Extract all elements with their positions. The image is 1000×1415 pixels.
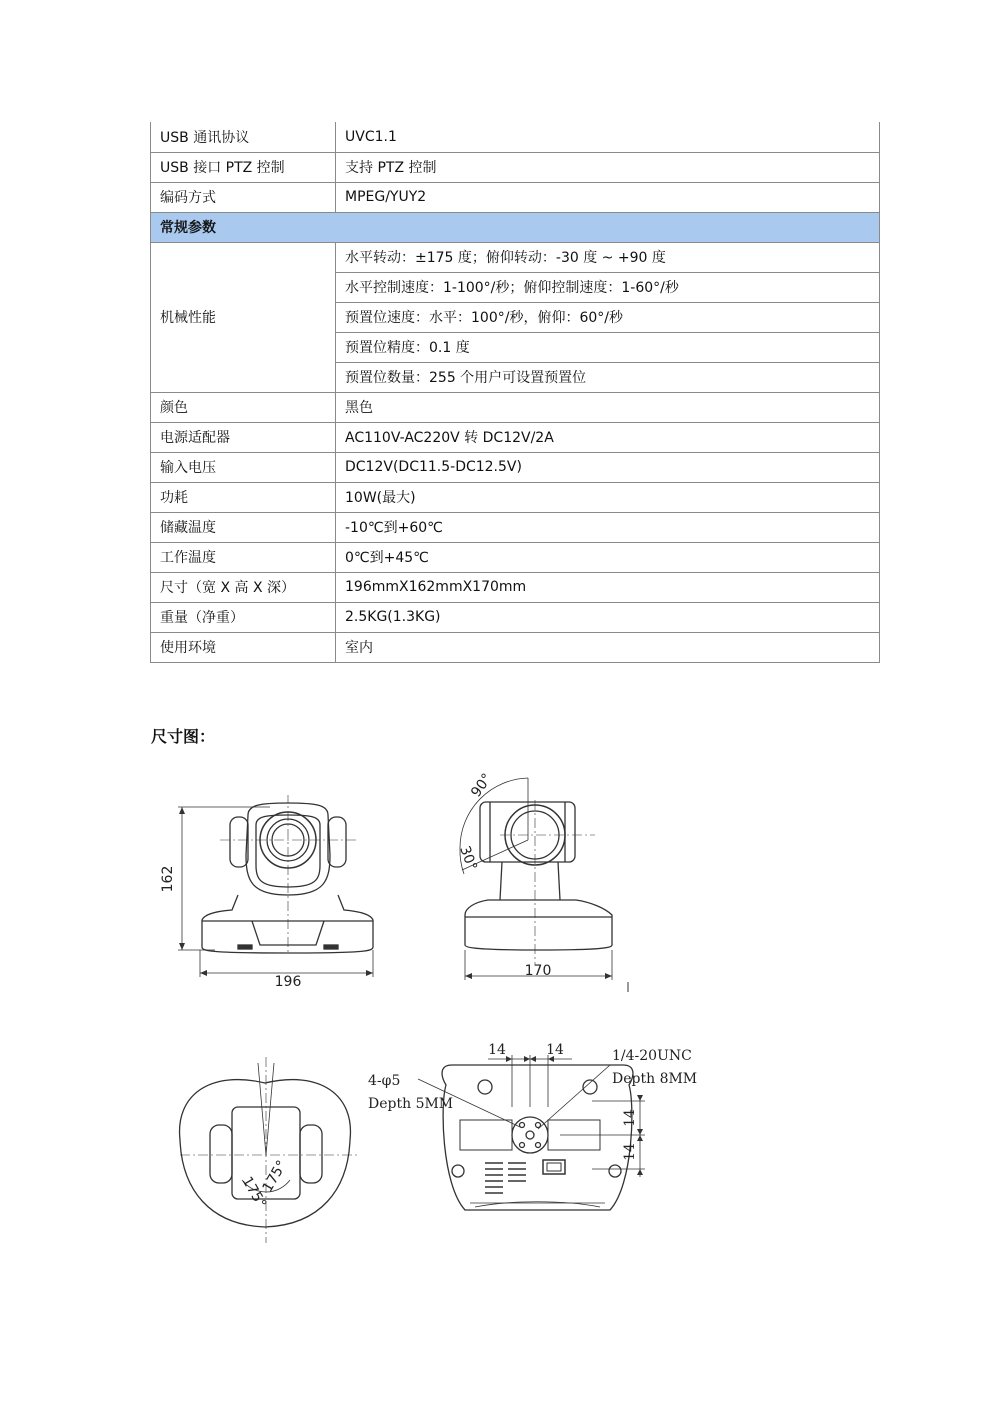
- bottom-spacing-v2: 14: [622, 1143, 638, 1161]
- side-depth-label: 170: [524, 963, 552, 979]
- front-height-label: 162: [160, 865, 176, 893]
- table-row: [151, 632, 880, 662]
- tilt-up-label: 90°: [468, 770, 496, 801]
- row-label: USB 通讯协议: [151, 122, 336, 152]
- row-value: MPEG/YUY2: [336, 182, 880, 212]
- row-value: DC12V(DC11.5-DC12.5V): [336, 452, 880, 482]
- row-value: -10℃到+60℃: [336, 512, 880, 542]
- table-row: [151, 242, 880, 272]
- row-value: 室内: [336, 632, 880, 662]
- hole-depth-label: Depth 5MM: [368, 1096, 454, 1112]
- row-value: 10W(最大): [336, 482, 880, 512]
- row-label: 工作温度: [151, 542, 336, 572]
- row-label: 重量（净重）: [151, 602, 336, 632]
- row-label: 电源适配器: [151, 422, 336, 452]
- pan-left-label: 175°: [238, 1174, 270, 1212]
- table-row: [151, 452, 880, 482]
- bottom-spacing-left: 14: [488, 1042, 506, 1058]
- thread-depth-label: Depth 8MM: [612, 1071, 698, 1087]
- thread-label: 1/4-20UNC: [612, 1048, 692, 1064]
- section-header: 常规参数: [151, 212, 880, 242]
- spec-table: [150, 122, 880, 663]
- mechanical-value: 水平转动：±175 度；俯仰转动：-30 度 ~ +90 度: [336, 242, 880, 272]
- bottom-spacing-right: 14: [546, 1042, 564, 1058]
- table-row: [151, 512, 880, 542]
- mechanical-value: 预置位数量：255 个用户可设置预置位: [336, 362, 880, 392]
- dimension-section-title: 尺寸图：: [151, 727, 216, 746]
- table-row: [151, 422, 880, 452]
- top-view-drawing: [170, 1055, 365, 1245]
- section-header-row: [151, 212, 880, 242]
- table-row: [151, 392, 880, 422]
- row-label: 储藏温度: [151, 512, 336, 542]
- row-value: AC110V-AC220V 转 DC12V/2A: [336, 422, 880, 452]
- row-label: 颜色: [151, 392, 336, 422]
- row-value: 2.5KG(1.3KG): [336, 602, 880, 632]
- front-width-label: 196: [274, 974, 302, 990]
- bottom-view-drawing: [360, 1035, 700, 1225]
- row-label: 编码方式: [151, 182, 336, 212]
- row-value: 0℃到+45℃: [336, 542, 880, 572]
- table-row: [151, 602, 880, 632]
- table-row: [151, 152, 880, 182]
- mechanical-value: 预置位精度：0.1 度: [336, 332, 880, 362]
- table-row: [151, 182, 880, 212]
- mechanical-value: 水平控制速度：1-100°/秒；俯仰控制速度：1-60°/秒: [336, 272, 880, 302]
- row-value: 黑色: [336, 392, 880, 422]
- row-label: 功耗: [151, 482, 336, 512]
- pan-right-label: 175°: [259, 1157, 291, 1195]
- mechanical-value: 预置位速度：水平：100°/秒，俯仰：60°/秒: [336, 302, 880, 332]
- tilt-down-label: 30°: [456, 843, 480, 873]
- row-label: USB 接口 PTZ 控制: [151, 152, 336, 182]
- table-row: [151, 122, 880, 152]
- row-label: 输入电压: [151, 452, 336, 482]
- table-row: [151, 482, 880, 512]
- table-row: [151, 542, 880, 572]
- row-label: 尺寸（宽 X 高 X 深）: [151, 572, 336, 602]
- row-value: UVC1.1: [336, 122, 880, 152]
- front-view-drawing: [160, 795, 390, 990]
- table-row: [151, 572, 880, 602]
- row-value: 支持 PTZ 控制: [336, 152, 880, 182]
- side-view-drawing: [440, 770, 640, 995]
- row-value: 196mmX162mmX170mm: [336, 572, 880, 602]
- bottom-spacing-v1: 14: [622, 1109, 638, 1127]
- row-label: 使用环境: [151, 632, 336, 662]
- mechanical-label: 机械性能: [151, 242, 336, 392]
- hole-label: 4-φ5: [368, 1073, 401, 1089]
